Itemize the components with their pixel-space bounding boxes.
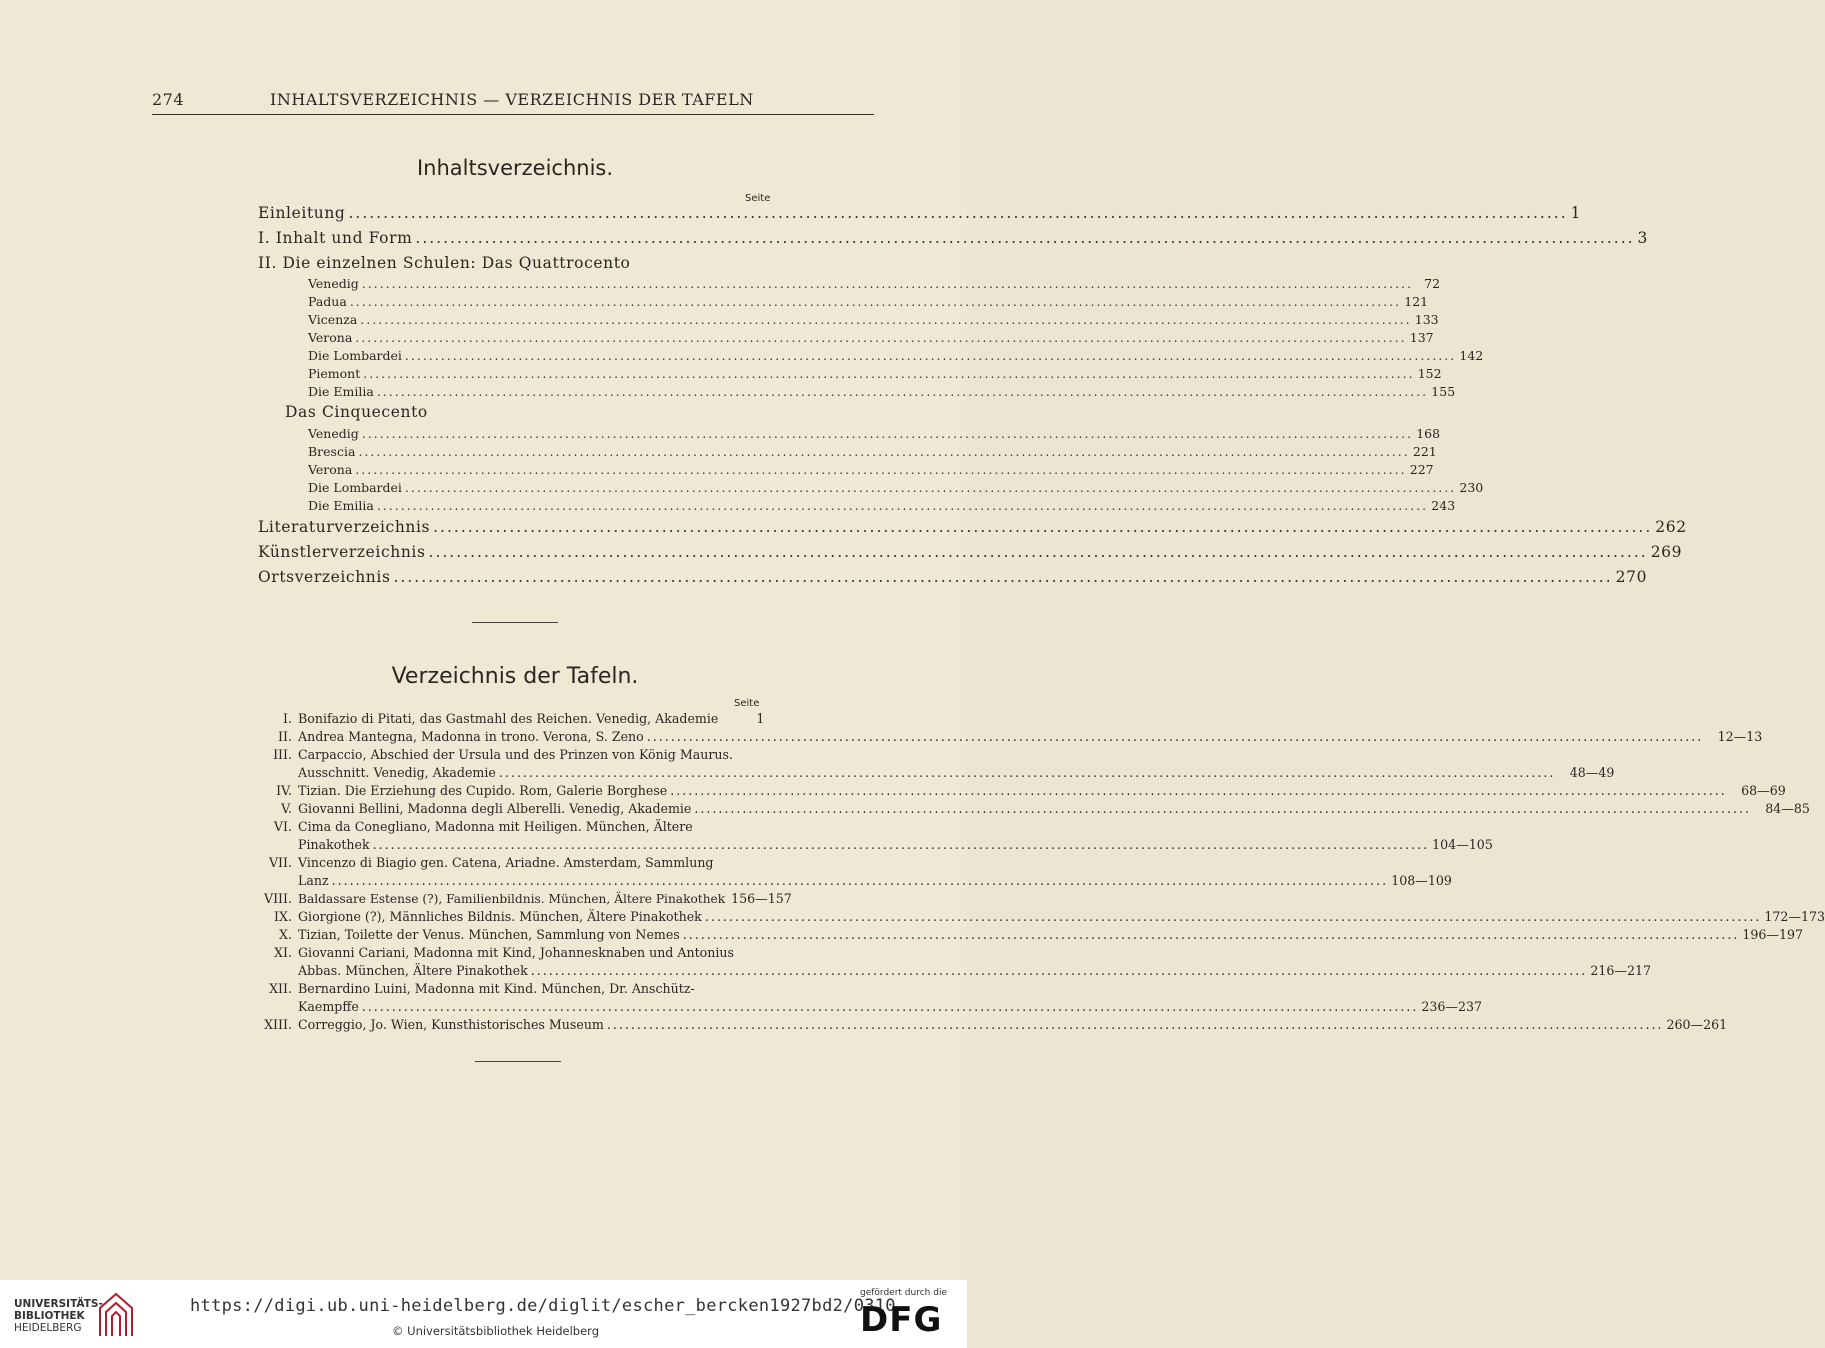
toc-entry-orts — [258, 568, 1648, 586]
plate-number: XII. — [269, 981, 292, 996]
toc-subentry-label: Venedig — [308, 276, 359, 291]
funding-note: gefördert durch die — [860, 1288, 947, 1298]
plate-entry-continued — [298, 999, 1483, 1014]
plate-title-continued: Kaempffe — [298, 999, 359, 1014]
toc-entry-page: 3 — [1637, 229, 1649, 247]
toc-entry-page: 270 — [1615, 568, 1648, 586]
plate-page: 236—237 — [1421, 999, 1483, 1014]
plate-page: 172—173 — [1764, 909, 1825, 924]
toc-subentry — [308, 312, 1439, 327]
plate-entry — [298, 711, 773, 726]
toc-subentry-label: Padua — [308, 294, 347, 309]
toc-subentry — [308, 330, 1434, 345]
plate-page: 48—49 — [1569, 765, 1615, 780]
plate-page: 260—261 — [1666, 1017, 1728, 1032]
plate-entry-continued — [298, 765, 1615, 780]
plate-page: 216—217 — [1590, 963, 1651, 978]
plate-title: Tizian. Die Erziehung des Cupido. Rom, Galerie Borghese — [298, 783, 668, 798]
toc-subentry — [308, 444, 1437, 459]
plate-title: Giovanni Cariani, Madonna mit Kind, Johannesknaben und Antonius — [298, 945, 734, 960]
copyright-notice: © Universitätsbibliothek Heidelberg — [392, 1324, 600, 1338]
toc-subentry-page: 221 — [1412, 444, 1437, 459]
permalink-url[interactable]: https://digi.ub.uni-heidelberg.de/diglit/escher_bercken1927bd2/0310 — [190, 1296, 896, 1316]
plate-entry — [298, 747, 773, 762]
section-divider — [472, 622, 558, 623]
plate-title-continued: Lanz — [298, 873, 329, 888]
plate-number: I. — [283, 711, 292, 726]
plate-title: Carpaccio, Abschied der Ursula und des Prinzen von König Maurus. — [298, 747, 733, 762]
plate-title: Baldassare Estense (?), Familienbildnis. München, Ältere Pinakothek — [298, 892, 726, 906]
plate-entry — [298, 783, 1786, 798]
toc-subentry-page: 133 — [1414, 312, 1439, 327]
plate-number: VI. — [273, 819, 292, 834]
toc-subentry-page: 72 — [1424, 276, 1441, 291]
toc-subentry-page: 243 — [1431, 498, 1456, 513]
plate-title: Bonifazio di Pitati, das Gastmahl des Reichen. Venedig, Akademie — [298, 711, 719, 726]
plate-entry-continued — [298, 837, 1493, 852]
toc-subentry — [308, 384, 1456, 399]
toc-subentry — [308, 426, 1441, 441]
page-number: 274 — [152, 90, 185, 109]
toc-entry-kuenstler — [258, 543, 1683, 561]
plate-number: XIII. — [264, 1017, 292, 1032]
toc-entry-label: Ortsverzeichnis — [258, 568, 391, 586]
toc-entry-label: Literaturverzeichnis — [258, 518, 431, 536]
toc-subentry — [308, 276, 1441, 291]
toc-entry-page: 262 — [1655, 518, 1687, 536]
library-name-line: UNIVERSITÄTS- — [14, 1298, 103, 1310]
toc-subentry-page: 142 — [1459, 348, 1484, 363]
plate-title: Giovanni Bellini, Madonna degli Alberelli. Venedig, Akademie — [298, 801, 692, 816]
section-divider — [475, 1061, 561, 1062]
plate-number: VIII. — [263, 891, 292, 906]
toc-heading: Inhaltsverzeichnis. — [416, 156, 614, 180]
toc-subentry-page: 137 — [1409, 330, 1434, 345]
plate-page: 68—69 — [1741, 783, 1786, 798]
plate-title: Vincenzo di Biagio gen. Catena, Ariadne. Amsterdam, Sammlung — [298, 855, 714, 870]
dfg-logo[interactable]: DFG — [860, 1300, 943, 1340]
plate-title: Giorgione (?), Männliches Bildnis. München, Ältere Pinakothek — [298, 909, 702, 924]
toc-subentry — [308, 480, 1484, 495]
plate-title: Andrea Mantegna, Madonna in trono. Verona, S. Zeno — [298, 729, 644, 744]
toc-subentry-page: 227 — [1409, 462, 1434, 477]
plate-title: Correggio, Jo. Wien, Kunsthistorisches Museum — [298, 1017, 604, 1032]
toc-subentry-page: 168 — [1416, 426, 1441, 441]
plate-page: 196—197 — [1742, 927, 1803, 942]
toc-subentry-label: Die Emilia — [308, 384, 374, 399]
toc-cinquecento-heading: Das Cinquecento — [285, 403, 428, 421]
plate-number: XI. — [274, 945, 292, 960]
toc-subentry-label: Venedig — [308, 426, 359, 441]
plate-title-continued: Pinakothek — [298, 837, 370, 852]
toc-seite-label: Seite — [745, 193, 771, 204]
running-head — [152, 88, 874, 115]
plate-title-continued: Ausschnitt. Venedig, Akademie — [298, 765, 496, 780]
toc-subentry-label: Die Emilia — [308, 498, 374, 513]
plate-title-continued: Abbas. München, Ältere Pinakothek — [298, 963, 528, 978]
plate-entry — [298, 855, 773, 870]
toc-entry-page: 269 — [1650, 543, 1683, 561]
plate-entry — [298, 1017, 1728, 1032]
plate-page: 12—13 — [1717, 729, 1763, 744]
toc-subentry-label: Verona — [308, 462, 353, 477]
plate-number: IX. — [274, 909, 292, 924]
toc-subentry — [308, 498, 1456, 513]
plate-number: X. — [279, 927, 292, 942]
plate-entry — [298, 801, 1810, 816]
plate-page: 1 — [756, 711, 765, 726]
plate-entry — [298, 981, 773, 996]
toc-subentry-label: Verona — [308, 330, 353, 345]
toc-entry-einleitung — [258, 204, 1582, 222]
plate-title: Cima da Conegliano, Madonna mit Heiligen. München, Ältere — [298, 819, 693, 834]
library-logo-text[interactable] — [14, 1298, 103, 1334]
plate-page: 156—157 — [731, 891, 792, 906]
plate-entry-continued — [298, 873, 1452, 888]
plate-title: Bernardino Luini, Madonna mit Kind. München, Dr. Anschütz- — [298, 981, 695, 996]
plates-seite-label: Seite — [734, 698, 760, 709]
plate-title: Tizian, Toilette der Venus. München, Sammlung von Nemes — [298, 927, 680, 942]
plate-page: 108—109 — [1391, 873, 1452, 888]
toc-entry-label: I. Inhalt und Form — [258, 229, 413, 247]
toc-subentry — [308, 462, 1434, 477]
library-logo-icon[interactable] — [96, 1290, 136, 1340]
toc-subentry-label: Vicenza — [308, 312, 358, 327]
toc-subentry-label: Brescia — [308, 444, 356, 459]
toc-entry-inhalt — [258, 229, 1649, 247]
plate-page: 104—105 — [1432, 837, 1493, 852]
toc-entry-literatur — [258, 518, 1687, 536]
toc-subentry — [308, 348, 1484, 363]
toc-subentry-page: 152 — [1417, 366, 1442, 381]
plate-page: 84—85 — [1765, 801, 1810, 816]
plate-number: VII. — [268, 855, 292, 870]
toc-entry-label: Künstlerverzeichnis — [258, 543, 426, 561]
toc-subentry-label: Piemont — [308, 366, 361, 381]
plate-entry-continued — [298, 963, 1651, 978]
plate-number: V. — [281, 801, 292, 816]
plate-entry — [298, 819, 773, 834]
toc-subentry-page: 121 — [1404, 294, 1429, 309]
plate-entry — [298, 927, 1803, 942]
plate-entry — [298, 945, 773, 960]
toc-subentry-label: Die Lombardei — [308, 348, 402, 363]
library-name-line: HEIDELBERG — [14, 1322, 82, 1334]
plate-entry — [298, 891, 792, 906]
plate-entry — [298, 909, 1825, 924]
plate-number: II. — [278, 729, 292, 744]
toc-entry-label: Einleitung — [258, 204, 346, 222]
running-title: INHALTSVERZEICHNIS — VERZEICHNIS DER TAFELN — [270, 90, 754, 109]
library-name-line: BIBLIOTHEK — [14, 1310, 85, 1322]
plate-number: IV. — [276, 783, 292, 798]
plate-entry — [298, 729, 1763, 744]
plate-number: III. — [273, 747, 292, 762]
viewer-footer — [0, 1280, 967, 1348]
toc-subentry-label: Die Lombardei — [308, 480, 402, 495]
toc-subentry — [308, 366, 1442, 381]
toc-subentry — [308, 294, 1429, 309]
plates-heading: Verzeichnis der Tafeln. — [391, 664, 639, 689]
toc-entry-page: 1 — [1570, 204, 1582, 222]
toc-subentry-page: 230 — [1459, 480, 1484, 495]
toc-subentry-page: 155 — [1431, 384, 1456, 399]
toc-schulen-heading: II. Die einzelnen Schulen: Das Quattrocento — [258, 254, 631, 272]
